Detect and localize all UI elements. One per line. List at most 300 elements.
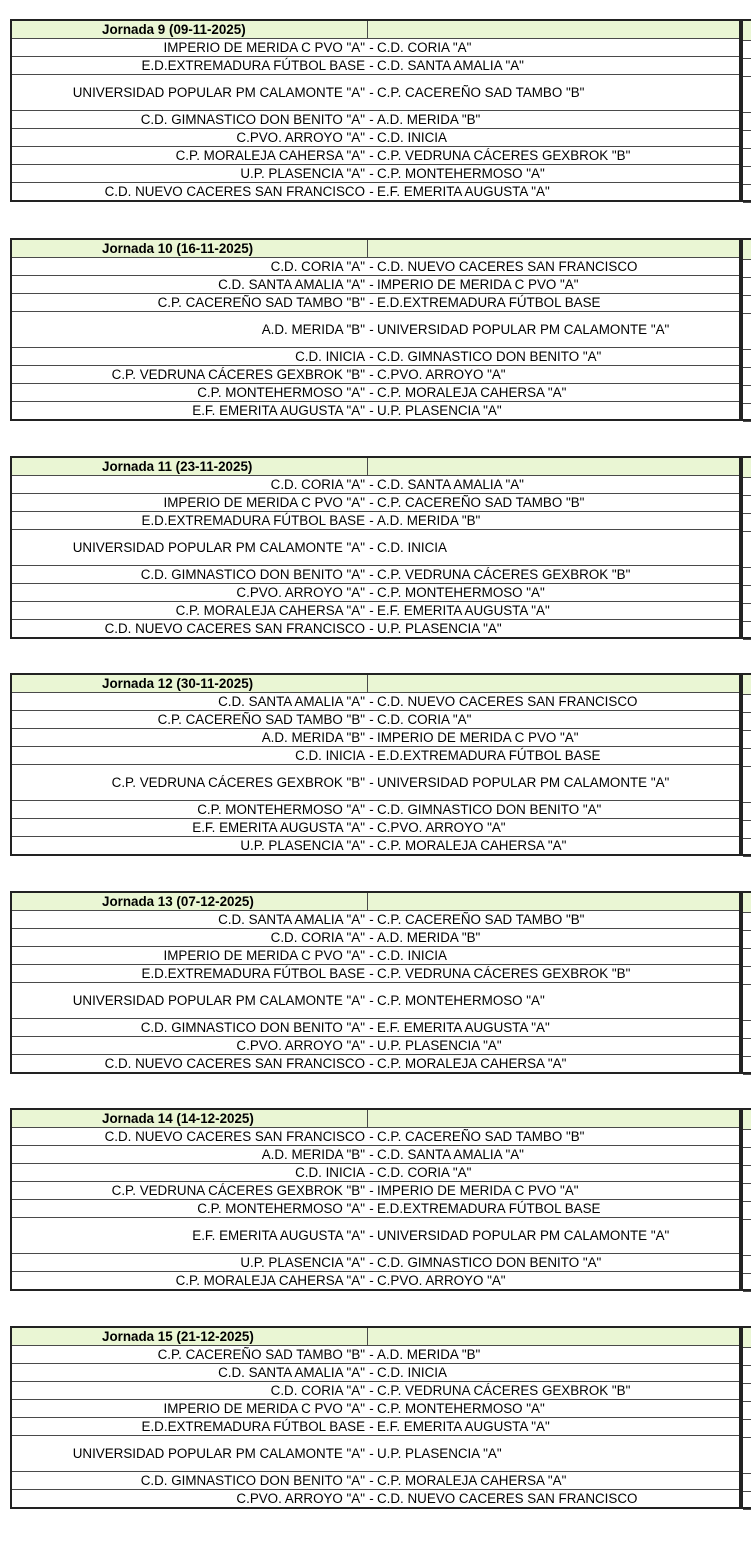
stub-cell: [743, 113, 751, 131]
stub-cell: [743, 404, 751, 423]
match-row: [11, 620, 740, 639]
away-team: C.D. SANTA AMALIA "A": [376, 57, 740, 75]
stub-cell: [743, 185, 751, 204]
round-title: Jornada 10 (16-11-2025): [11, 239, 367, 258]
match-row: [11, 1346, 740, 1364]
home-team: C.D. CORIA "A": [11, 1382, 367, 1400]
away-team: C.D. GIMNASTICO DON BENITO "A": [376, 801, 740, 819]
match-row: [11, 39, 740, 57]
stub-cell: [743, 59, 751, 77]
match-separator: -: [367, 57, 376, 75]
away-team: C.D. GIMNASTICO DON BENITO "A": [376, 1254, 740, 1272]
match-separator: -: [367, 584, 376, 602]
adjacent-column-stub: [741, 1108, 751, 1291]
match-separator: -: [367, 983, 376, 1019]
round-block: [10, 456, 739, 639]
match-separator: -: [367, 602, 376, 620]
away-team: C.D. SANTA AMALIA "A": [376, 476, 740, 494]
home-team: C.P. CACEREÑO SAD TAMBO "B": [11, 711, 367, 729]
round-title: Jornada 11 (23-11-2025): [11, 457, 367, 476]
stub-cell: [743, 314, 751, 350]
match-separator: -: [367, 258, 376, 276]
round-block: [10, 1326, 739, 1509]
match-separator: -: [367, 183, 376, 202]
away-team: C.D. CORIA "A": [376, 1164, 740, 1182]
home-team: C.D. NUEVO CACERES SAN FRANCISCO: [11, 183, 367, 202]
match-row: [11, 75, 740, 111]
match-separator: -: [367, 1019, 376, 1037]
home-team: IMPERIO DE MERIDA C PVO "A": [11, 947, 367, 965]
home-team: E.D.EXTREMADURA FÚTBOL BASE: [11, 965, 367, 983]
home-team: IMPERIO DE MERIDA C PVO "A": [11, 494, 367, 512]
match-row: [11, 1472, 740, 1490]
match-row: [11, 747, 740, 765]
away-team: E.F. EMERITA AUGUSTA "A": [376, 183, 740, 202]
away-team: C.PVO. ARROYO "A": [376, 1272, 740, 1291]
round-title: Jornada 12 (30-11-2025): [11, 674, 367, 693]
match-separator: -: [367, 476, 376, 494]
stub-cell: [743, 1184, 751, 1202]
away-team: A.D. MERIDA "B": [376, 1346, 740, 1364]
match-row: [11, 1490, 740, 1509]
stub-cell: [743, 1474, 751, 1492]
home-team: C.D. CORIA "A": [11, 476, 367, 494]
away-team: C.D. INICIA: [376, 1364, 740, 1382]
match-row: [11, 729, 740, 747]
home-team: C.D. SANTA AMALIA "A": [11, 693, 367, 711]
match-separator: -: [367, 1055, 376, 1074]
home-team: U.P. PLASENCIA "A": [11, 1254, 367, 1272]
away-team: E.F. EMERITA AUGUSTA "A": [376, 1019, 740, 1037]
stub-cell: [743, 41, 751, 59]
stub-cell: [743, 839, 751, 858]
away-team: C.D. NUEVO CACERES SAN FRANCISCO: [376, 258, 740, 276]
away-team: U.P. PLASENCIA "A": [376, 402, 740, 421]
home-team: C.D. NUEVO CACERES SAN FRANCISCO: [11, 620, 367, 639]
home-team: A.D. MERIDA "B": [11, 729, 367, 747]
home-team: IMPERIO DE MERIDA C PVO "A": [11, 1400, 367, 1418]
match-row: [11, 1128, 740, 1146]
home-team: C.D. CORIA "A": [11, 929, 367, 947]
home-team: UNIVERSIDAD POPULAR PM CALAMONTE "A": [11, 75, 367, 111]
match-separator: -: [367, 1400, 376, 1418]
match-row: [11, 312, 740, 348]
match-row: [11, 1055, 740, 1074]
match-separator: -: [367, 1254, 376, 1272]
away-team: C.P. VEDRUNA CÁCERES GEXBROK "B": [376, 965, 740, 983]
match-row: [11, 402, 740, 421]
match-row: [11, 111, 740, 129]
away-team: A.D. MERIDA "B": [376, 111, 740, 129]
away-team: U.P. PLASENCIA "A": [376, 620, 740, 639]
home-team: C.P. VEDRUNA CÁCERES GEXBROK "B": [11, 765, 367, 801]
match-row: [11, 1436, 740, 1472]
match-row: [11, 1272, 740, 1291]
fixtures-table: [10, 891, 741, 1074]
away-team: C.P. MORALEJA CAHERSA "A": [376, 837, 740, 856]
match-row: [11, 584, 740, 602]
round-block: [10, 891, 739, 1074]
round-block: [10, 1108, 739, 1291]
stub-cell: [743, 1202, 751, 1220]
match-row: [11, 384, 740, 402]
match-separator: -: [367, 1218, 376, 1254]
away-team: UNIVERSIDAD POPULAR PM CALAMONTE "A": [376, 312, 740, 348]
match-separator: -: [367, 512, 376, 530]
away-team: C.P. VEDRUNA CÁCERES GEXBROK "B": [376, 147, 740, 165]
stub-cell: [743, 496, 751, 514]
stub-cell: [743, 821, 751, 839]
match-separator: -: [367, 1200, 376, 1218]
adjacent-column-stub: [741, 456, 751, 639]
match-row: [11, 147, 740, 165]
home-team: C.D. GIMNASTICO DON BENITO "A": [11, 1019, 367, 1037]
round-header-fill: [367, 457, 740, 476]
match-separator: -: [367, 1472, 376, 1490]
away-team: C.P. MORALEJA CAHERSA "A": [376, 384, 740, 402]
match-separator: -: [367, 801, 376, 819]
stub-cell: [743, 1166, 751, 1184]
match-row: [11, 348, 740, 366]
home-team: E.F. EMERITA AUGUSTA "A": [11, 402, 367, 421]
adjacent-column-stub: [741, 19, 751, 202]
match-row: [11, 530, 740, 566]
match-row: [11, 1418, 740, 1436]
stub-cell: [743, 695, 751, 713]
match-separator: -: [367, 1272, 376, 1291]
round-block: [10, 673, 739, 856]
home-team: C.D. NUEVO CACERES SAN FRANCISCO: [11, 1055, 367, 1074]
home-team: IMPERIO DE MERIDA C PVO "A": [11, 39, 367, 57]
away-team: E.D.EXTREMADURA FÚTBOL BASE: [376, 1200, 740, 1218]
match-row: [11, 494, 740, 512]
adjacent-column-stub: [741, 673, 751, 856]
stub-cell: [743, 931, 751, 949]
stub-cell: [743, 478, 751, 496]
match-separator: -: [367, 1364, 376, 1382]
match-separator: -: [367, 1490, 376, 1509]
match-separator: -: [367, 819, 376, 837]
match-row: [11, 801, 740, 819]
stub-cell: [743, 1420, 751, 1438]
stub-cell: [743, 278, 751, 296]
away-team: C.D. INICIA: [376, 530, 740, 566]
match-row: [11, 965, 740, 983]
round-header-fill: [367, 20, 740, 39]
away-team: C.P. VEDRUNA CÁCERES GEXBROK "B": [376, 566, 740, 584]
away-team: C.P. MONTEHERMOSO "A": [376, 983, 740, 1019]
stub-cell: [743, 131, 751, 149]
stub-cell: [743, 1492, 751, 1511]
round-header-row: [11, 239, 740, 258]
home-team: C.P. VEDRUNA CÁCERES GEXBROK "B": [11, 366, 367, 384]
stub-header-cell: [743, 893, 751, 913]
match-row: [11, 947, 740, 965]
away-team: C.P. CACEREÑO SAD TAMBO "B": [376, 1128, 740, 1146]
match-row: [11, 819, 740, 837]
match-row: [11, 183, 740, 202]
home-team: C.D. INICIA: [11, 747, 367, 765]
match-separator: -: [367, 620, 376, 639]
fixtures-table: [10, 238, 741, 421]
match-row: [11, 129, 740, 147]
stub-cell: [743, 1148, 751, 1166]
match-separator: -: [367, 929, 376, 947]
round-header-row: [11, 892, 740, 911]
away-team: E.F. EMERITA AUGUSTA "A": [376, 602, 740, 620]
stub-cell: [743, 767, 751, 803]
match-row: [11, 983, 740, 1019]
round-title: Jornada 13 (07-12-2025): [11, 892, 367, 911]
match-row: [11, 1164, 740, 1182]
home-team: E.F. EMERITA AUGUSTA "A": [11, 1218, 367, 1254]
stub-cell: [743, 77, 751, 113]
away-team: C.D. NUEVO CACERES SAN FRANCISCO: [376, 693, 740, 711]
stub-cell: [743, 1039, 751, 1057]
match-row: [11, 765, 740, 801]
home-team: C.D. NUEVO CACERES SAN FRANCISCO: [11, 1128, 367, 1146]
fixtures-table: [10, 456, 741, 639]
away-team: C.P. VEDRUNA CÁCERES GEXBROK "B": [376, 1382, 740, 1400]
round-header-row: [11, 1109, 740, 1128]
match-separator: -: [367, 129, 376, 147]
away-team: C.P. MORALEJA CAHERSA "A": [376, 1472, 740, 1490]
away-team: C.P. CACEREÑO SAD TAMBO "B": [376, 75, 740, 111]
away-team: C.P. CACEREÑO SAD TAMBO "B": [376, 494, 740, 512]
home-team: C.D. GIMNASTICO DON BENITO "A": [11, 111, 367, 129]
match-separator: -: [367, 693, 376, 711]
match-separator: -: [367, 1346, 376, 1364]
fixtures-table: [10, 1108, 741, 1291]
home-team: E.D.EXTREMADURA FÚTBOL BASE: [11, 57, 367, 75]
match-row: [11, 1182, 740, 1200]
match-separator: -: [367, 530, 376, 566]
stub-cell: [743, 1220, 751, 1256]
match-separator: -: [367, 711, 376, 729]
away-team: E.D.EXTREMADURA FÚTBOL BASE: [376, 294, 740, 312]
match-row: [11, 476, 740, 494]
match-separator: -: [367, 1436, 376, 1472]
stub-cell: [743, 622, 751, 641]
home-team: C.P. CACEREÑO SAD TAMBO "B": [11, 294, 367, 312]
stub-cell: [743, 296, 751, 314]
match-separator: -: [367, 276, 376, 294]
adjacent-column-stub: [741, 891, 751, 1074]
away-team: IMPERIO DE MERIDA C PVO "A": [376, 1182, 740, 1200]
home-team: E.F. EMERITA AUGUSTA "A": [11, 819, 367, 837]
home-team: C.D. CORIA "A": [11, 258, 367, 276]
stub-cell: [743, 586, 751, 604]
match-row: [11, 929, 740, 947]
home-team: C.P. MORALEJA CAHERSA "A": [11, 602, 367, 620]
away-team: C.D. NUEVO CACERES SAN FRANCISCO: [376, 1490, 740, 1509]
match-separator: -: [367, 39, 376, 57]
stub-cell: [743, 1384, 751, 1402]
round-header-fill: [367, 1327, 740, 1346]
match-row: [11, 911, 740, 929]
match-row: [11, 1364, 740, 1382]
home-team: C.PVO. ARROYO "A": [11, 1037, 367, 1055]
stub-cell: [743, 967, 751, 985]
away-team: C.D. SANTA AMALIA "A": [376, 1146, 740, 1164]
match-row: [11, 1382, 740, 1400]
round-title: Jornada 14 (14-12-2025): [11, 1109, 367, 1128]
match-separator: -: [367, 366, 376, 384]
stub-cell: [743, 949, 751, 967]
adjacent-column-stub: [741, 238, 751, 421]
match-row: [11, 1400, 740, 1418]
away-team: C.PVO. ARROYO "A": [376, 366, 740, 384]
away-team: C.D. INICIA: [376, 947, 740, 965]
match-separator: -: [367, 1037, 376, 1055]
match-row: [11, 1019, 740, 1037]
stub-cell: [743, 167, 751, 185]
stub-header-cell: [743, 675, 751, 695]
home-team: C.D. GIMNASTICO DON BENITO "A": [11, 1472, 367, 1490]
away-team: C.P. CACEREÑO SAD TAMBO "B": [376, 911, 740, 929]
match-row: [11, 1037, 740, 1055]
away-team: U.P. PLASENCIA "A": [376, 1436, 740, 1472]
home-team: E.D.EXTREMADURA FÚTBOL BASE: [11, 1418, 367, 1436]
match-row: [11, 57, 740, 75]
match-separator: -: [367, 729, 376, 747]
stub-cell: [743, 1348, 751, 1366]
match-separator: -: [367, 837, 376, 856]
stub-cell: [743, 350, 751, 368]
round-header-fill: [367, 1109, 740, 1128]
home-team: UNIVERSIDAD POPULAR PM CALAMONTE "A": [11, 1436, 367, 1472]
stub-cell: [743, 803, 751, 821]
stub-header-cell: [743, 458, 751, 478]
round-header-fill: [367, 674, 740, 693]
stub-header-cell: [743, 1110, 751, 1130]
match-separator: -: [367, 294, 376, 312]
stub-cell: [743, 514, 751, 532]
match-separator: -: [367, 965, 376, 983]
match-separator: -: [367, 165, 376, 183]
match-row: [11, 258, 740, 276]
away-team: C.P. MONTEHERMOSO "A": [376, 1400, 740, 1418]
match-separator: -: [367, 911, 376, 929]
away-team: C.P. MONTEHERMOSO "A": [376, 165, 740, 183]
match-row: [11, 602, 740, 620]
home-team: A.D. MERIDA "B": [11, 312, 367, 348]
match-row: [11, 276, 740, 294]
away-team: C.D. CORIA "A": [376, 39, 740, 57]
home-team: C.D. SANTA AMALIA "A": [11, 911, 367, 929]
stub-cell: [743, 386, 751, 404]
stub-cell: [743, 568, 751, 586]
away-team: U.P. PLASENCIA "A": [376, 1037, 740, 1055]
match-row: [11, 1146, 740, 1164]
home-team: C.D. GIMNASTICO DON BENITO "A": [11, 566, 367, 584]
stub-cell: [743, 260, 751, 278]
home-team: A.D. MERIDA "B": [11, 1146, 367, 1164]
home-team: UNIVERSIDAD POPULAR PM CALAMONTE "A": [11, 530, 367, 566]
round-block: [10, 238, 739, 421]
home-team: C.P. MONTEHERMOSO "A": [11, 384, 367, 402]
stub-cell: [743, 749, 751, 767]
match-row: [11, 1218, 740, 1254]
match-separator: -: [367, 1164, 376, 1182]
home-team: C.P. MONTEHERMOSO "A": [11, 801, 367, 819]
match-row: [11, 693, 740, 711]
stub-cell: [743, 1021, 751, 1039]
match-row: [11, 837, 740, 856]
match-row: [11, 711, 740, 729]
adjacent-column-stub: [741, 1326, 751, 1509]
home-team: C.PVO. ARROYO "A": [11, 129, 367, 147]
home-team: C.P. VEDRUNA CÁCERES GEXBROK "B": [11, 1182, 367, 1200]
fixtures-table: [10, 673, 741, 856]
match-separator: -: [367, 1146, 376, 1164]
match-separator: -: [367, 1382, 376, 1400]
home-team: C.P. CACEREÑO SAD TAMBO "B": [11, 1346, 367, 1364]
match-separator: -: [367, 494, 376, 512]
stub-cell: [743, 149, 751, 167]
match-separator: -: [367, 111, 376, 129]
away-team: IMPERIO DE MERIDA C PVO "A": [376, 276, 740, 294]
stub-cell: [743, 985, 751, 1021]
stub-cell: [743, 1366, 751, 1384]
match-separator: -: [367, 384, 376, 402]
stub-cell: [743, 1438, 751, 1474]
match-separator: -: [367, 1128, 376, 1146]
away-team: C.D. GIMNASTICO DON BENITO "A": [376, 348, 740, 366]
round-title: Jornada 9 (09-11-2025): [11, 20, 367, 39]
round-header-fill: [367, 892, 740, 911]
stub-cell: [743, 913, 751, 931]
away-team: E.F. EMERITA AUGUSTA "A": [376, 1418, 740, 1436]
stub-cell: [743, 731, 751, 749]
home-team: C.PVO. ARROYO "A": [11, 1490, 367, 1509]
match-separator: -: [367, 312, 376, 348]
home-team: C.PVO. ARROYO "A": [11, 584, 367, 602]
match-row: [11, 512, 740, 530]
match-row: [11, 1200, 740, 1218]
stub-cell: [743, 1256, 751, 1274]
fixtures-table: [10, 19, 741, 202]
home-team: E.D.EXTREMADURA FÚTBOL BASE: [11, 512, 367, 530]
away-team: C.D. INICIA: [376, 129, 740, 147]
home-team: C.D. INICIA: [11, 1164, 367, 1182]
home-team: C.P. MORALEJA CAHERSA "A": [11, 1272, 367, 1291]
stub-header-cell: [743, 240, 751, 260]
away-team: E.D.EXTREMADURA FÚTBOL BASE: [376, 747, 740, 765]
stub-cell: [743, 1402, 751, 1420]
home-team: C.D. SANTA AMALIA "A": [11, 1364, 367, 1382]
home-team: C.P. MONTEHERMOSO "A": [11, 1200, 367, 1218]
round-header-row: [11, 457, 740, 476]
away-team: UNIVERSIDAD POPULAR PM CALAMONTE "A": [376, 765, 740, 801]
stub-cell: [743, 1057, 751, 1076]
match-separator: -: [367, 1418, 376, 1436]
away-team: A.D. MERIDA "B": [376, 512, 740, 530]
round-header-row: [11, 674, 740, 693]
round-header-fill: [367, 239, 740, 258]
match-row: [11, 366, 740, 384]
stub-cell: [743, 532, 751, 568]
match-separator: -: [367, 765, 376, 801]
match-separator: -: [367, 566, 376, 584]
match-separator: -: [367, 75, 376, 111]
match-separator: -: [367, 348, 376, 366]
match-separator: -: [367, 1182, 376, 1200]
match-separator: -: [367, 402, 376, 421]
round-header-row: [11, 20, 740, 39]
stub-header-cell: [743, 21, 751, 41]
stub-header-cell: [743, 1328, 751, 1348]
